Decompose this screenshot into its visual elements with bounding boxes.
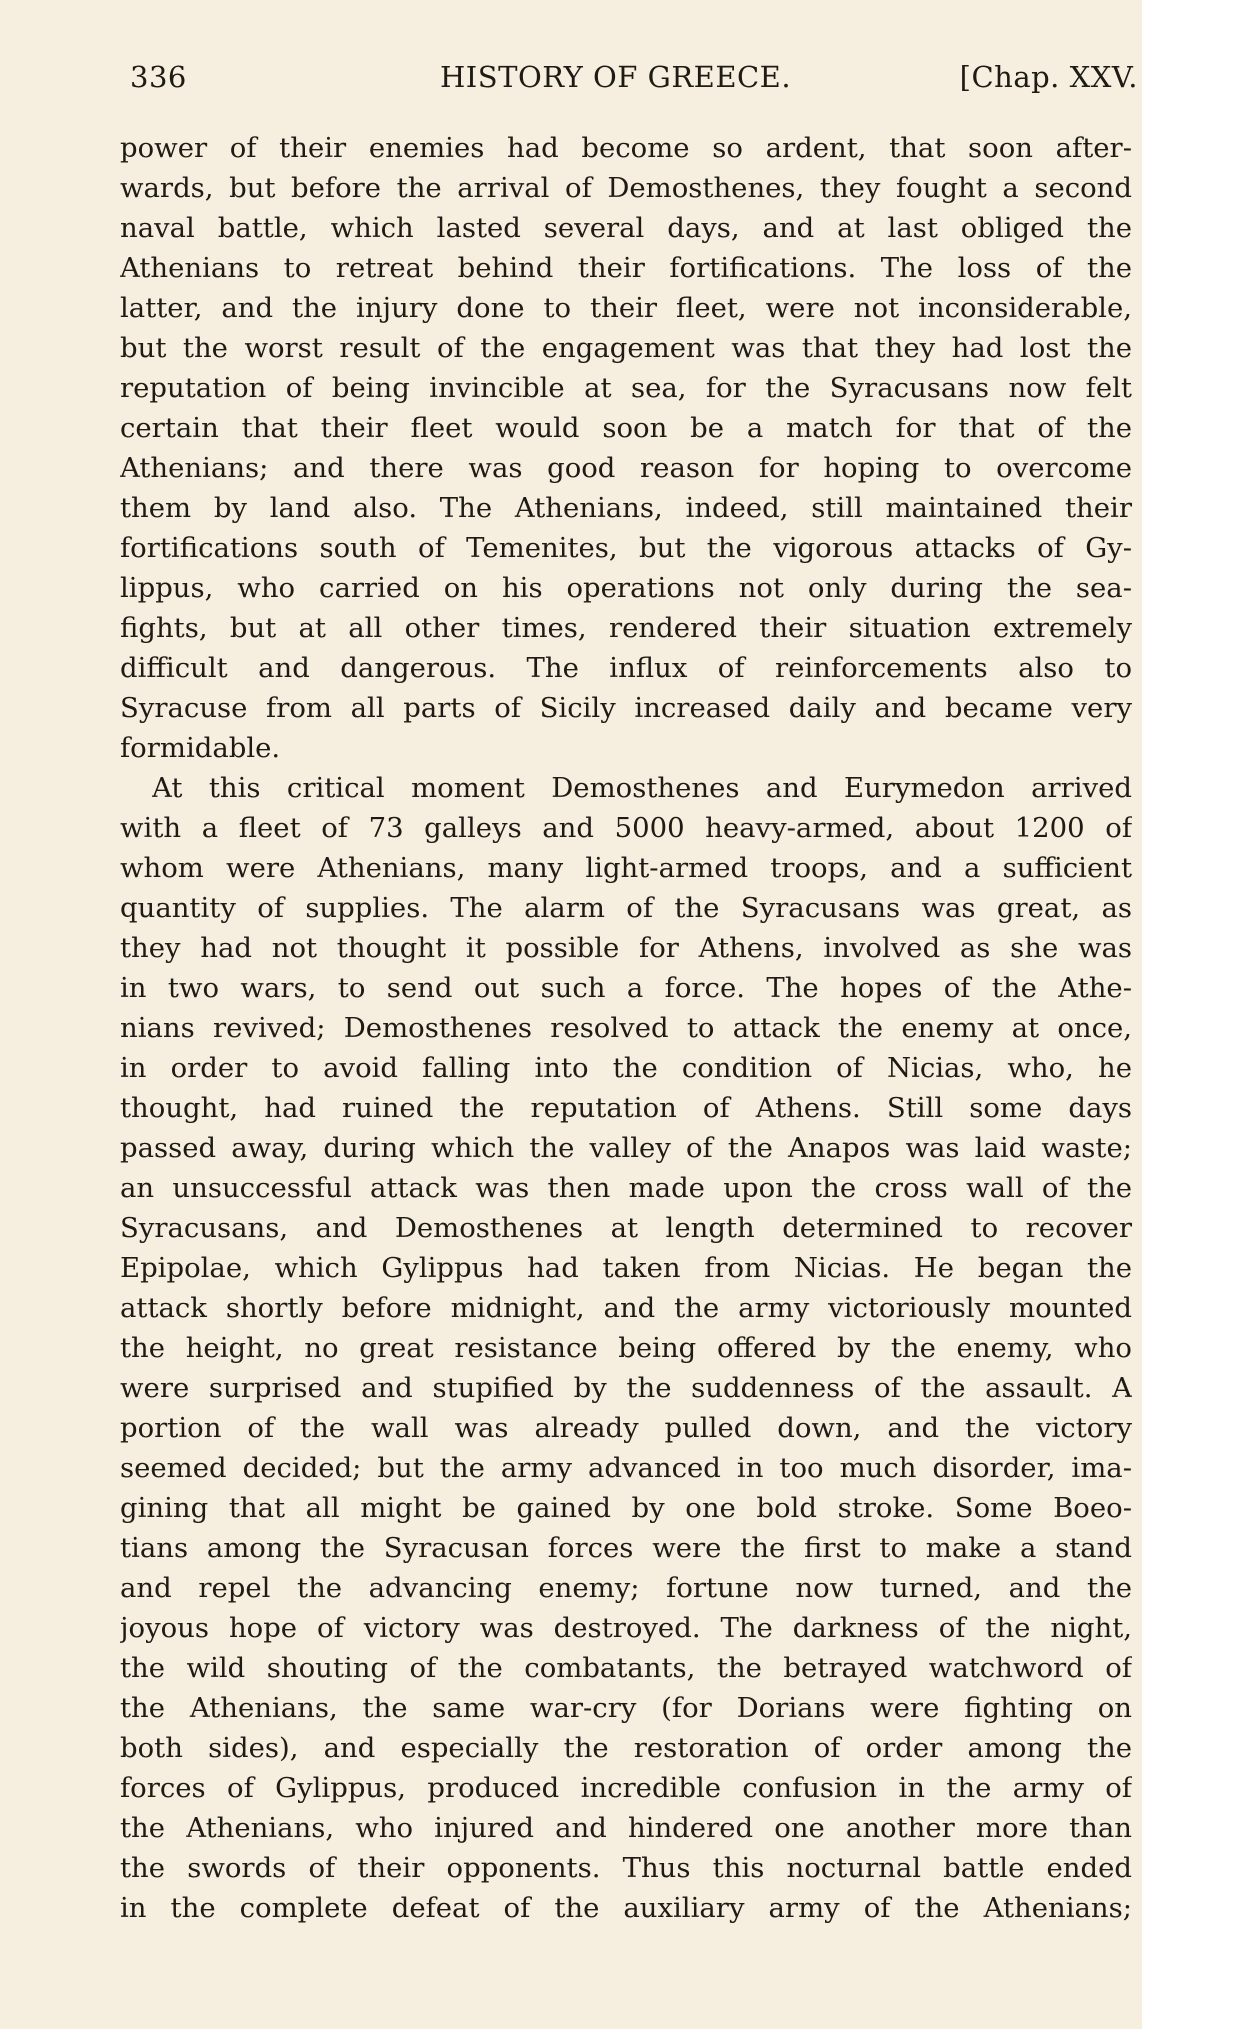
text-line: the height, no great resistance being offered by the enemy, who bbox=[120, 1332, 1132, 1364]
text-line: Athenians to retreat behind their fortifications. The loss of the bbox=[120, 252, 1132, 284]
text-line: tians among the Syracusan forces were the first to make a stand bbox=[120, 1532, 1132, 1564]
text-line: the Athenians, who injured and hindered one another more than bbox=[120, 1812, 1132, 1844]
text-line: Epipolae, which Gylippus had taken from Nicias. He began the bbox=[120, 1252, 1132, 1284]
text-line: with a fleet of 73 galleys and 5000 heavy-armed, about 1200 of bbox=[120, 812, 1132, 844]
text-line: Syracuse from all parts of Sicily increased daily and became very bbox=[120, 692, 1132, 724]
text-line: passed away, during which the valley of the Anapos was laid waste; bbox=[120, 1132, 1132, 1164]
text-line: Athenians; and there was good reason for hoping to overcome bbox=[120, 452, 1132, 484]
text-line: lippus, who carried on his operations not only during the sea- bbox=[120, 572, 1132, 604]
running-title: HISTORY OF GREECE. bbox=[440, 60, 792, 94]
text-line: reputation of being invincible at sea, for the Syracusans now felt bbox=[120, 372, 1132, 404]
text-line: them by land also. The Athenians, indeed, still maintained their bbox=[120, 492, 1132, 524]
text-line: an unsuccessful attack was then made upon the cross wall of the bbox=[120, 1172, 1132, 1204]
text-line: whom were Athenians, many light-armed troops, and a sufficient bbox=[120, 852, 1132, 884]
text-line: they had not thought it possible for Athens, involved as she was bbox=[120, 932, 1132, 964]
text-line: Syracusans, and Demosthenes at length determined to recover bbox=[120, 1212, 1132, 1244]
text-line: wards, but before the arrival of Demosthenes, they fought a second bbox=[120, 172, 1132, 204]
text-line: were surprised and stupified by the suddenness of the assault. A bbox=[120, 1372, 1132, 1404]
paragraph-end-line: formidable. bbox=[120, 732, 281, 764]
text-line: and repel the advancing enemy; fortune now turned, and the bbox=[120, 1572, 1132, 1604]
text-line: attack shortly before midnight, and the army victoriously mounted bbox=[120, 1292, 1132, 1324]
running-header bbox=[130, 60, 1138, 100]
text-line: fights, but at all other times, rendered their situation extremely bbox=[120, 612, 1132, 644]
text-line: power of their enemies had become so ardent, that soon after- bbox=[120, 132, 1132, 164]
text-line: in two wars, to send out such a force. The hopes of the Athe- bbox=[120, 972, 1132, 1004]
text-line: the swords of their opponents. Thus this nocturnal battle ended bbox=[120, 1852, 1132, 1884]
text-line: the Athenians, the same war-cry (for Dorians were fighting on bbox=[120, 1692, 1132, 1724]
text-line: seemed decided; but the army advanced in too much disorder, ima- bbox=[120, 1452, 1132, 1484]
text-line: nians revived; Demosthenes resolved to attack the enemy at once, bbox=[120, 1012, 1132, 1044]
text-line: difficult and dangerous. The influx of reinforcements also to bbox=[120, 652, 1132, 684]
text-line: in the complete defeat of the auxiliary army of the Athenians; bbox=[120, 1892, 1132, 1924]
page-number: 336 bbox=[130, 60, 187, 94]
text-line: but the worst result of the engagement was that they had lost the bbox=[120, 332, 1132, 364]
text-line: both sides), and especially the restoration of order among the bbox=[120, 1732, 1132, 1764]
text-line: in order to avoid falling into the condition of Nicias, who, he bbox=[120, 1052, 1132, 1084]
text-line: certain that their fleet would soon be a match for that of the bbox=[120, 412, 1132, 444]
paragraph-start-line: At this critical moment Demosthenes and Eurymedon arrived bbox=[152, 772, 1132, 804]
text-line: latter, and the injury done to their fleet, were not inconsiderable, bbox=[120, 292, 1132, 324]
chapter-label: [Chap. XXV. bbox=[959, 60, 1138, 94]
text-line: forces of Gylippus, produced incredible confusion in the army of bbox=[120, 1772, 1132, 1804]
text-line: thought, had ruined the reputation of Athens. Still some days bbox=[120, 1092, 1132, 1124]
text-line: gining that all might be gained by one bold stroke. Some Boeo- bbox=[120, 1492, 1132, 1524]
text-line: fortifications south of Temenites, but the vigorous attacks of Gy- bbox=[120, 532, 1132, 564]
text-line: joyous hope of victory was destroyed. The darkness of the night, bbox=[120, 1612, 1132, 1644]
text-line: naval battle, which lasted several days, and at last obliged the bbox=[120, 212, 1132, 244]
text-line: quantity of supplies. The alarm of the Syracusans was great, as bbox=[120, 892, 1132, 924]
text-line: the wild shouting of the combatants, the betrayed watchword of bbox=[120, 1652, 1132, 1684]
text-line: portion of the wall was already pulled down, and the victory bbox=[120, 1412, 1132, 1444]
